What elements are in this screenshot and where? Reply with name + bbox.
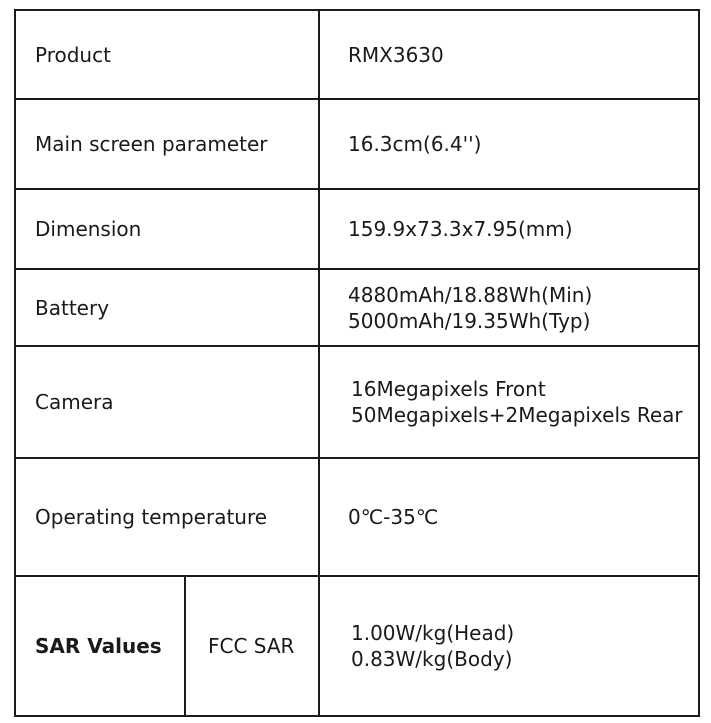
value-line: RMX3630: [348, 42, 444, 67]
row-label: Product: [15, 10, 319, 99]
value-line: 0℃-35℃: [348, 505, 439, 529]
spec-row-product: [15, 10, 699, 99]
row-label: Main screen parameter: [15, 99, 319, 189]
sar-label: SAR Values: [15, 576, 185, 716]
row-value: [319, 576, 699, 716]
value-line: 16Megapixels Front: [351, 377, 546, 401]
value-line: 5000mAh/19.35Wh(Typ): [348, 308, 591, 333]
row-label: Camera: [15, 346, 319, 458]
spec-row-battery: [15, 269, 699, 346]
spec-table: [14, 9, 700, 717]
row-value: [319, 99, 699, 189]
spec-row-camera: [15, 346, 699, 458]
row-label: Battery: [15, 269, 319, 346]
value-line: 4880mAh/18.88Wh(Min): [348, 282, 593, 307]
row-value: [319, 10, 699, 99]
row-label: Operating temperature: [15, 458, 319, 576]
row-value: [319, 189, 699, 269]
row-value: [319, 458, 699, 576]
value-line: 0.83W/kg(Body): [351, 647, 513, 671]
value-line: 159.9x73.3x7.95(mm): [348, 217, 573, 241]
row-value: [319, 346, 699, 458]
row-value: [319, 269, 699, 346]
row-label: Dimension: [15, 189, 319, 269]
value-line: 50Megapixels+2Megapixels Rear: [351, 403, 683, 427]
spec-row-operating-temperature: [15, 458, 699, 576]
value-line: 16.3cm(6.4''): [348, 132, 482, 156]
spec-row-main-screen: [15, 99, 699, 189]
value-line: 1.00W/kg(Head): [351, 621, 515, 645]
spec-row-sar: [15, 576, 699, 716]
spec-row-dimension: [15, 189, 699, 269]
sar-sublabel: FCC SAR: [185, 576, 319, 716]
